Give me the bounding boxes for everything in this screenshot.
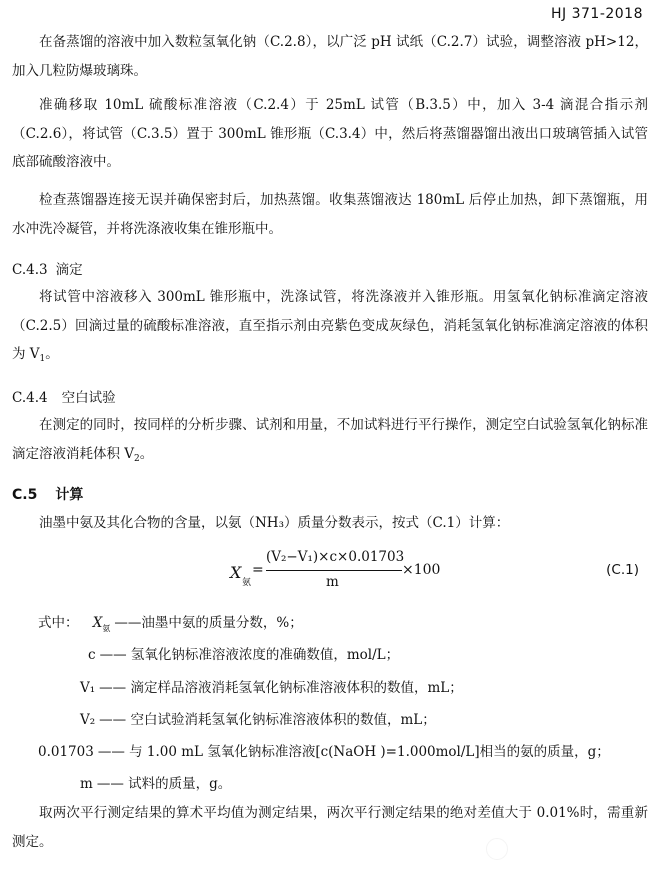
definition-v1 (80, 676, 463, 696)
paragraph-titration (12, 283, 648, 374)
section-number: C.4.4 (12, 390, 48, 406)
paragraph-distillation: 检查蒸馏器连接无误并确保密封后，加热蒸馏。收集蒸馏液达 180mL 后停止加热，卸下蒸馏瓶，用水冲洗冷凝管，并将洗涤液收集在锥形瓶中。 (12, 192, 648, 237)
formula-equals: = (252, 562, 264, 578)
standard-number: HJ 371-2018 (550, 6, 643, 22)
definition-symbol: X (92, 615, 103, 631)
paragraph-end: 。 (45, 346, 59, 362)
definition-symbol-subscript: 氨 (102, 624, 111, 633)
definition-m (80, 772, 231, 792)
definition-intro: 式中： (38, 615, 79, 631)
definition-text: ——油墨中氨的质量分数，%； (114, 615, 303, 631)
section-heading-c44 (12, 386, 116, 406)
formula-lhs: X (230, 563, 242, 582)
section-title: 计算 (55, 487, 84, 503)
definition-x (38, 611, 303, 634)
subscript: 2 (134, 453, 140, 464)
definition-text: —— 氢氧化钠标准溶液浓度的准确数值，mol/L； (99, 647, 400, 663)
fraction-bar (266, 570, 402, 571)
definition-text: —— 试料的质量，g。 (96, 776, 232, 792)
paragraph-blank-test (12, 411, 648, 473)
paragraph-text: 在测定的同时，按同样的分析步骤、试剂和用量，不加试料进行平行操作，测定空白试验氢氧化钠标准滴定溶液消耗体积 V (12, 417, 648, 462)
section-heading-c43 (12, 258, 83, 278)
formula-denominator: m (326, 574, 339, 590)
definition-symbol: m (80, 776, 93, 792)
definition-symbol: 0.01703 (38, 744, 94, 760)
section-title: 滴定 (55, 262, 83, 278)
definition-symbol: V₁ (80, 680, 96, 696)
definition-v2 (80, 708, 436, 728)
section-title: 空白试验 (61, 390, 116, 406)
formula-c1 (230, 547, 490, 597)
definition-text: —— 空白试验消耗氢氧化钠标准溶液体积的数值，mL； (99, 712, 436, 728)
formula-multiplier: ×100 (402, 562, 441, 578)
definition-text: —— 滴定样品溶液消耗氢氧化钠标准溶液体积的数值，mL； (99, 680, 463, 696)
paragraph-text: 将试管中溶液移入 300mL 锥形瓶中，洗涤试管，将洗涤液并入锥形瓶。用氢氧化钠标准滴定溶液（C.2.5）回滴过量的硫酸标准溶液，直至指示剂由亮紫色变成灰绿色，消耗氢氧化钠标准滴定溶液的体积为 V (12, 289, 648, 362)
definition-symbol: V₂ (80, 712, 96, 728)
definition-constant (38, 740, 610, 760)
definition-symbol: c (88, 647, 96, 663)
paragraph-sulfuric-acid: 准确移取 10mL 硫酸标准溶液（C.2.4）于 25mL 试管（B.3.5）中，加入 3-4 滴混合指示剂（C.2.6），将试管（C.3.5）置于 300mL 锥形瓶（C.3.4）中，然后将蒸馏器馏出液出口玻璃管插入试管底部硫酸溶液中。 (12, 97, 648, 170)
section-number: C.4.3 (12, 262, 48, 278)
paragraph-calculation-intro: 油墨中氨及其化合物的含量，以氨（NH₃）质量分数表示，按式（C.1）计算： (39, 515, 510, 531)
formula-numerator: (V₂−V₁)×c×0.01703 (266, 549, 405, 565)
paragraph-result: 取两次平行测定结果的算术平均值为测定结果，两次平行测定结果的绝对差值大于 0.01%时，需重新测定。 (12, 805, 648, 850)
section-number: C.5 (12, 487, 38, 503)
watermark-icon (486, 838, 508, 860)
paragraph-end: 。 (139, 445, 154, 462)
section-heading-c5 (12, 484, 83, 504)
definition-text: —— 与 1.00 mL 氢氧化钠标准溶液[c(NaOH )=1.000mol/L]相当的氨的质量，g； (97, 744, 610, 760)
formula-lhs-subscript: 氨 (242, 578, 252, 588)
definition-c (88, 643, 399, 663)
subscript: 1 (39, 354, 46, 364)
paragraph-add-naoh: 在备蒸馏的溶液中加入数粒氢氧化钠（C.2.8），以广泛 pH 试纸（C.2.7）试验，调整溶液 pH>12，加入几粒防爆玻璃珠。 (12, 34, 648, 79)
equation-label: (C.1) (606, 562, 639, 578)
